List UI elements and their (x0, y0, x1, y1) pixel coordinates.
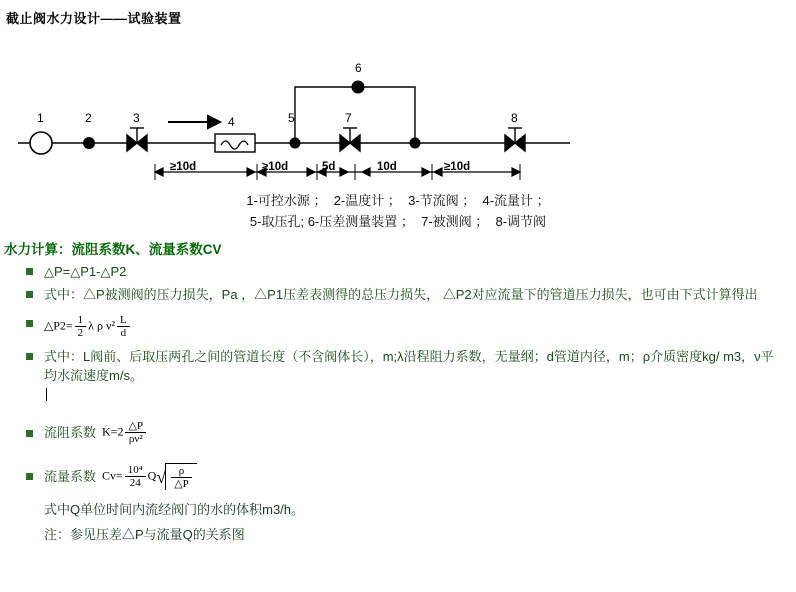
text-cursor (46, 388, 47, 401)
q-definition-row (4, 494, 784, 519)
dimension-label-4: ≥10d (444, 161, 471, 173)
section-heading: 水力计算：流阻系数K、流量系数CV (4, 242, 222, 257)
list-item (4, 285, 784, 304)
list-item (4, 449, 784, 490)
bullet-square-icon (26, 268, 33, 275)
bullet-list (4, 262, 784, 548)
dimension-label-1: ≥10d (262, 161, 289, 173)
bullet-square-icon (26, 291, 33, 298)
diagram-legend (0, 190, 796, 232)
parameter-explanation: 式中：L阀前、后取压两孔之间的管道长度（不含阀体长），m;λ沿程阻力系数，无量纲；d管道内径，m；ρ介质密度kg/ m3，ν平均水流速度m/s。 (44, 349, 774, 383)
diagram-number-7: 7 (345, 111, 352, 125)
flow-coefficient-label: 流量系数 (44, 469, 97, 484)
list-item (4, 308, 784, 339)
q-definition: 式中Q单位时间内流经阀门的水的体积m3/h。 (44, 502, 305, 517)
symbol-explanation: 式中：△P被测阀的压力损失，Pa ，△P1压差表测得的总压力损失， △P2对应流量下的管道压力损失，也可由下式计算得出 (44, 287, 758, 302)
test-rig-diagram (0, 60, 600, 190)
formula-flow-resistance-coefficient: K=2 $\frac{\triangle P}{\text{ρν²}}$ (102, 420, 148, 445)
legend-line-2: 5-取压孔; 6-压差测量装置 ； 7-被测阀 ； 8-调节阀 (249, 214, 547, 229)
note-line: 注：参见压差△P与流量Q的关系图 (44, 527, 245, 542)
bullet-square-icon (26, 473, 33, 480)
bullet-square-icon (26, 430, 33, 437)
list-item (4, 343, 784, 404)
square-root-icon: √ (156, 466, 167, 487)
formula-terms: λ ρ ν² (88, 318, 116, 333)
bullet-square-icon (26, 353, 33, 360)
list-item (4, 262, 784, 281)
legend-line-1: 1-可控水源 ； 2-温度计 ； 3-节流阀 ； 4-流量计 ； (246, 193, 550, 208)
diagram-number-1: 1 (37, 111, 44, 125)
formula-lhs: △P2= (44, 318, 73, 333)
delta-p-definition: △P=△P1-△P2 (44, 264, 127, 279)
dimension-label-2: 5d (322, 161, 336, 173)
diagram-number-3: 3 (133, 111, 140, 125)
formula-delta-p2 (44, 314, 132, 339)
list-item (4, 408, 784, 445)
diagram-number-2: 2 (85, 111, 92, 125)
flow-resistance-coefficient-label: 流阻系数 (44, 425, 97, 440)
note-row (4, 523, 784, 544)
diagram-number-5: 5 (288, 111, 295, 125)
page-title: 截止阀水力设计——试验装置 (6, 11, 182, 26)
diagram-number-6: 6 (355, 61, 362, 75)
formula-flow-coefficient: Cv= $\frac{\text{10⁴}}{24}$ Q√ $\frac{\rho}{\triangle P}$ (102, 463, 197, 490)
dimension-label-3: 10d (377, 161, 397, 173)
dimension-label-0: ≥10d (170, 161, 197, 173)
formula-coefficient: $\frac{1}{2}$ (75, 314, 87, 339)
diagram-number-4: 4 (228, 115, 235, 129)
diagram-number-8: 8 (511, 111, 518, 125)
formula-length-diameter: $\frac{L}{d}$ (117, 314, 130, 339)
bullet-square-icon (26, 320, 33, 327)
